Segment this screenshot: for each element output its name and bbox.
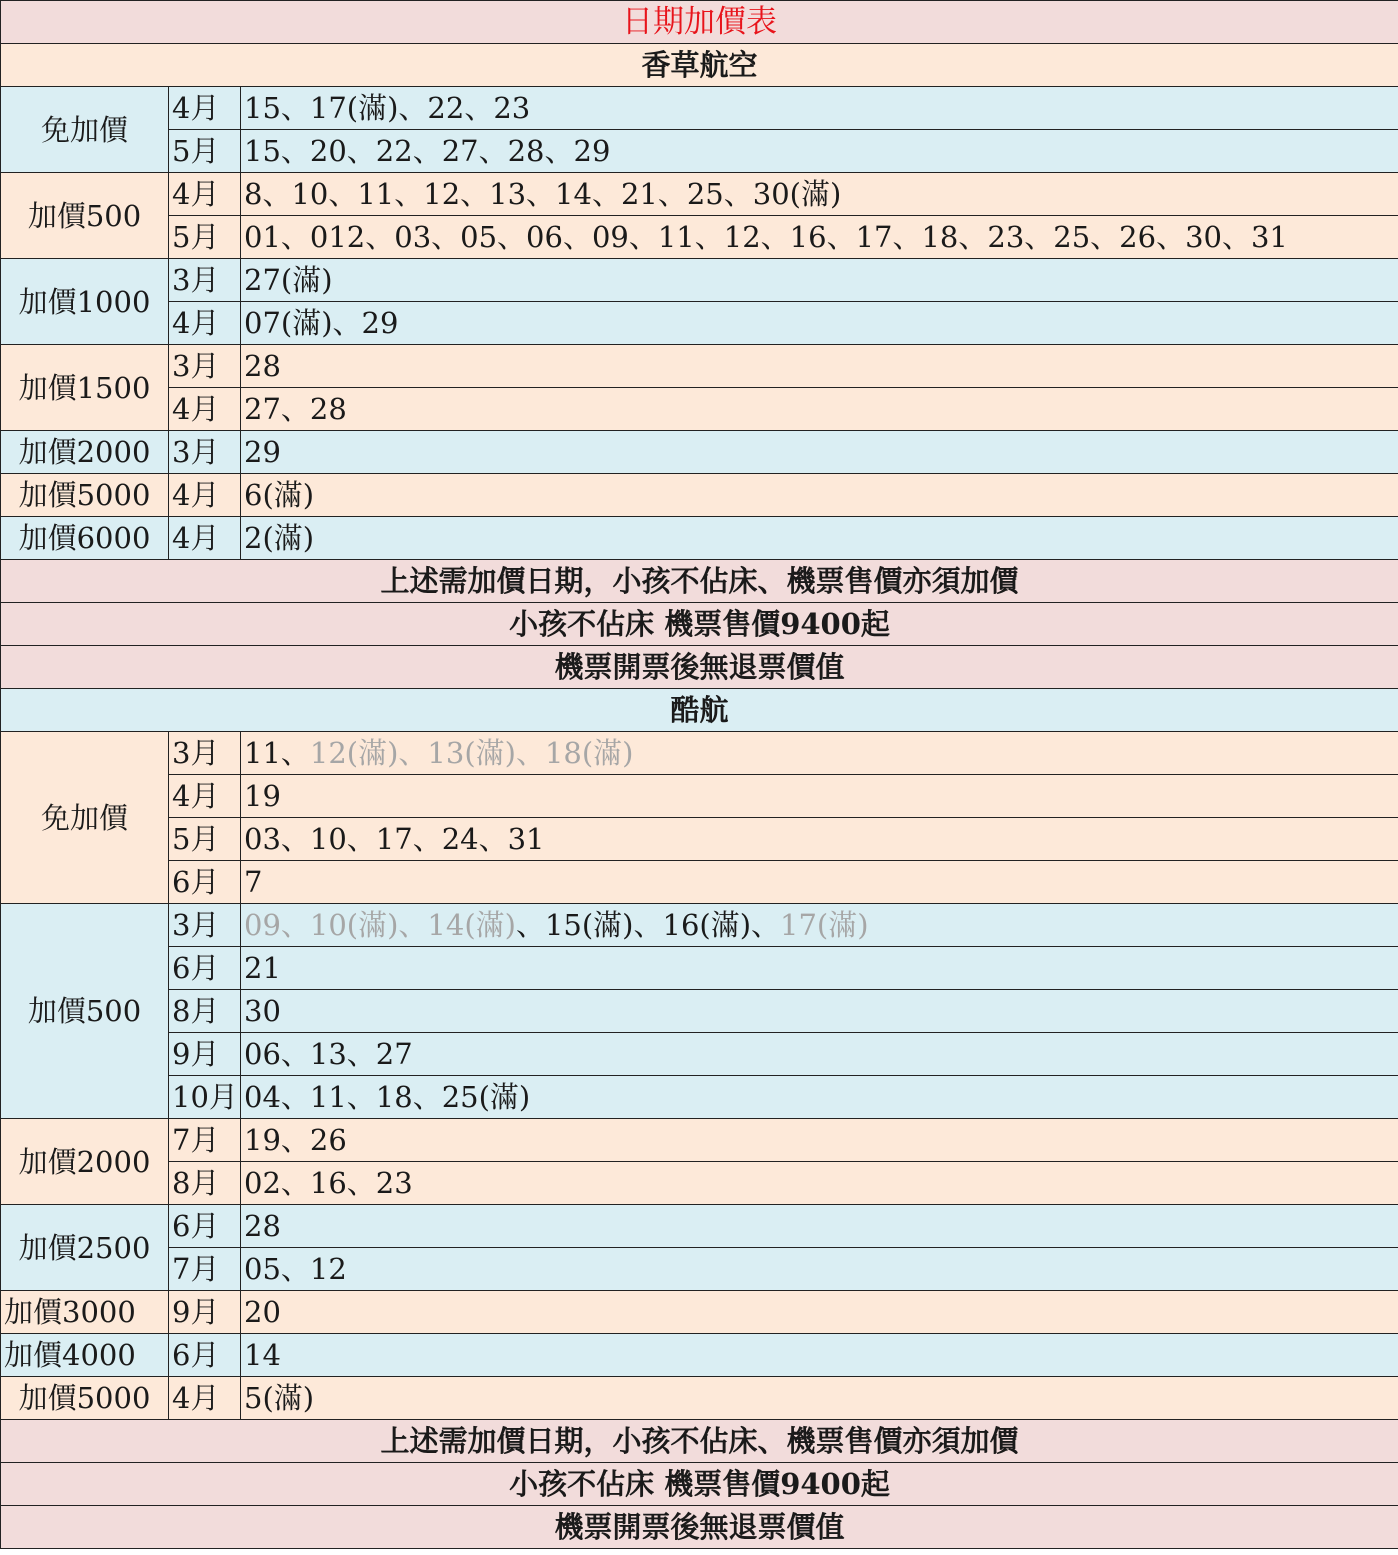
surcharge-category: 加價6000	[1, 517, 169, 560]
table-row	[1, 388, 1398, 431]
table-row	[1, 904, 1398, 947]
dates-cell	[241, 259, 1398, 302]
table-row	[1, 861, 1398, 904]
note-text: 機票開票後無退票價值	[1, 646, 1398, 689]
month-cell: 8月	[169, 1162, 241, 1205]
dates-cell	[241, 1205, 1398, 1248]
surcharge-category: 加價500	[1, 904, 169, 1119]
note-text: 上述需加價日期，小孩不佔床、機票售價亦須加價	[1, 1420, 1398, 1463]
table-row	[1, 1291, 1398, 1334]
dates-text: 20	[244, 1295, 281, 1329]
dates-text: 29	[244, 435, 281, 469]
table-row	[1, 732, 1398, 775]
table-row	[1, 1033, 1398, 1076]
note-text: 上述需加價日期，小孩不佔床、機票售價亦須加價	[1, 560, 1398, 603]
month-cell: 4月	[169, 474, 241, 517]
note-row	[1, 1506, 1398, 1549]
month-cell: 7月	[169, 1119, 241, 1162]
dates-cell	[241, 732, 1398, 775]
airline-header-row	[1, 689, 1398, 732]
dates-cell	[241, 1119, 1398, 1162]
dates-text: 28	[244, 1209, 281, 1243]
dates-cell	[241, 1076, 1398, 1119]
table-row	[1, 87, 1398, 130]
month-cell: 3月	[169, 345, 241, 388]
surcharge-category: 加價500	[1, 173, 169, 259]
dates-cell	[241, 1334, 1398, 1377]
dates-cell	[241, 775, 1398, 818]
dates-text: 19	[244, 779, 281, 813]
dates-cell	[241, 130, 1398, 173]
dates-cell	[241, 861, 1398, 904]
month-cell: 6月	[169, 947, 241, 990]
dates-text: 8、10、11、12、13、14、21、25、30(滿)	[244, 177, 842, 211]
dates-cell	[241, 388, 1398, 431]
surcharge-category: 加價2500	[1, 1205, 169, 1291]
table-row	[1, 1377, 1398, 1420]
table-row	[1, 431, 1398, 474]
dates-text: 04、11、18、25(滿)	[244, 1080, 531, 1114]
dates-text: 19、26	[244, 1123, 347, 1157]
surcharge-category: 加價5000	[1, 474, 169, 517]
dates-text: 07(滿)、29	[244, 306, 399, 340]
airline-header-row	[1, 44, 1398, 87]
dates-cell	[241, 1248, 1398, 1291]
dates-text: 15、20、22、27、28、29	[244, 134, 611, 168]
dates-text: 02、16、23	[244, 1166, 413, 1200]
dates-unavailable: 12(滿)、13(滿)、18(滿)	[309, 736, 634, 770]
dates-text: 6(滿)	[244, 478, 315, 512]
table-row	[1, 259, 1398, 302]
table-body	[1, 1, 1398, 1549]
note-text: 機票開票後無退票價值	[1, 1506, 1398, 1549]
dates-cell	[241, 216, 1398, 259]
dates-text: 15、17(滿)、22、23	[244, 91, 531, 125]
dates-cell	[241, 1291, 1398, 1334]
table-row	[1, 1119, 1398, 1162]
dates-cell	[241, 990, 1398, 1033]
table-row	[1, 302, 1398, 345]
airline-name: 酷航	[1, 689, 1398, 732]
note-row	[1, 1420, 1398, 1463]
dates-text: 2(滿)	[244, 521, 315, 555]
note-text: 小孩不佔床 機票售價9400起	[1, 603, 1398, 646]
month-cell: 7月	[169, 1248, 241, 1291]
month-cell: 9月	[169, 1033, 241, 1076]
surcharge-category: 加價4000	[1, 1334, 169, 1377]
table-row	[1, 130, 1398, 173]
table-row	[1, 818, 1398, 861]
dates-text: 27(滿)	[244, 263, 333, 297]
month-cell: 4月	[169, 1377, 241, 1420]
note-row	[1, 560, 1398, 603]
dates-cell	[241, 517, 1398, 560]
dates-cell	[241, 87, 1398, 130]
table-row	[1, 1076, 1398, 1119]
table-title: 日期加價表	[1, 1, 1398, 44]
dates-cell	[241, 431, 1398, 474]
surcharge-category: 免加價	[1, 732, 169, 904]
dates-cell	[241, 1033, 1398, 1076]
month-cell: 5月	[169, 130, 241, 173]
note-row	[1, 646, 1398, 689]
month-cell: 5月	[169, 216, 241, 259]
dates-cell	[241, 818, 1398, 861]
table-row	[1, 1205, 1398, 1248]
dates-text: 21	[244, 951, 281, 985]
table-row	[1, 517, 1398, 560]
table-row	[1, 947, 1398, 990]
dates-cell	[241, 173, 1398, 216]
month-cell: 4月	[169, 517, 241, 560]
month-cell: 9月	[169, 1291, 241, 1334]
title-row	[1, 1, 1398, 44]
surcharge-category: 加價5000	[1, 1377, 169, 1420]
month-cell: 10月	[169, 1076, 241, 1119]
dates-text: 28	[244, 349, 281, 383]
month-cell: 6月	[169, 1334, 241, 1377]
surcharge-category: 加價1000	[1, 259, 169, 345]
surcharge-category: 免加價	[1, 87, 169, 173]
dates-cell	[241, 474, 1398, 517]
airline-name: 香草航空	[1, 44, 1398, 87]
table-row	[1, 1334, 1398, 1377]
table-row	[1, 474, 1398, 517]
dates-text: 7	[244, 865, 263, 899]
dates-cell	[241, 1162, 1398, 1205]
dates-text: 27、28	[244, 392, 347, 426]
month-cell: 5月	[169, 818, 241, 861]
dates-text: 、15(滿)、16(滿)、	[515, 908, 781, 942]
table-row	[1, 345, 1398, 388]
dates-unavailable: 09、10(滿)、14(滿)	[244, 908, 516, 942]
table-row	[1, 1162, 1398, 1205]
dates-text: 30	[244, 994, 281, 1028]
month-cell: 8月	[169, 990, 241, 1033]
month-cell: 6月	[169, 1205, 241, 1248]
dates-cell	[241, 904, 1398, 947]
month-cell: 4月	[169, 388, 241, 431]
dates-text: 14	[244, 1338, 281, 1372]
table-row	[1, 990, 1398, 1033]
month-cell: 3月	[169, 732, 241, 775]
dates-cell	[241, 345, 1398, 388]
month-cell: 6月	[169, 861, 241, 904]
table-row	[1, 216, 1398, 259]
dates-text: 03、10、17、24、31	[244, 822, 545, 856]
note-text: 小孩不佔床 機票售價9400起	[1, 1463, 1398, 1506]
dates-text: 05、12	[244, 1252, 347, 1286]
month-cell: 3月	[169, 431, 241, 474]
dates-text: 11、	[244, 736, 310, 770]
dates-cell	[241, 1377, 1398, 1420]
dates-text: 5(滿)	[244, 1381, 315, 1415]
dates-unavailable: 17(滿)	[780, 908, 869, 942]
month-cell: 4月	[169, 173, 241, 216]
surcharge-category: 加價1500	[1, 345, 169, 431]
month-cell: 3月	[169, 259, 241, 302]
month-cell: 4月	[169, 775, 241, 818]
table-row	[1, 775, 1398, 818]
table-row	[1, 1248, 1398, 1291]
dates-cell	[241, 947, 1398, 990]
dates-cell	[241, 302, 1398, 345]
dates-text: 01、012、03、05、06、09、11、12、16、17、18、23、25、26、30、31	[244, 220, 1288, 254]
table-row	[1, 173, 1398, 216]
note-row	[1, 1463, 1398, 1506]
month-cell: 3月	[169, 904, 241, 947]
dates-text: 06、13、27	[244, 1037, 413, 1071]
surcharge-category: 加價2000	[1, 431, 169, 474]
note-row	[1, 603, 1398, 646]
month-cell: 4月	[169, 87, 241, 130]
month-cell: 4月	[169, 302, 241, 345]
surcharge-category: 加價2000	[1, 1119, 169, 1205]
surcharge-category: 加價3000	[1, 1291, 169, 1334]
